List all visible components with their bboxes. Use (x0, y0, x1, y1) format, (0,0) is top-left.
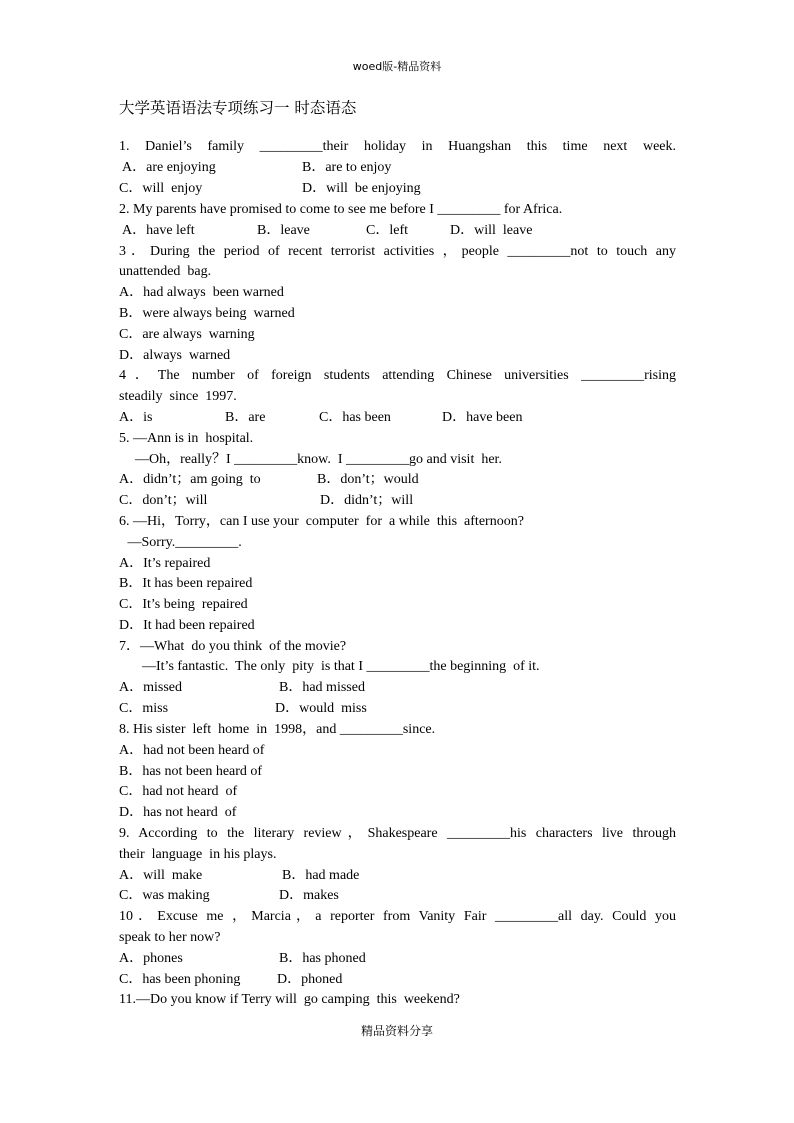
question-6-option-c: C．It’s being repaired (119, 597, 248, 612)
question-9-stem: 9. According to the literary review，Shakespeare _________his characters live through (119, 826, 676, 841)
question-6-stem-cont: —Sorry._________. (124, 535, 242, 550)
question-7-stem-cont: —It’s fantastic. The only pity is that I _________the beginning of it. (128, 659, 540, 674)
question-9-option-c: C．was making (119, 888, 210, 903)
question-6-option-a: A．It’s repaired (119, 556, 211, 571)
question-10-option-b: B．has phoned (279, 951, 366, 966)
question-1-option-c: C．will enjoy (119, 181, 203, 196)
question-9-option-d: D．makes (279, 888, 339, 903)
question-2-stem: 2. My parents have promised to come to see me before I _________ for Africa. (119, 202, 563, 217)
question-7-option-c: C．miss (119, 701, 169, 716)
question-10-option-d: D．phoned (277, 972, 343, 987)
question-2-option-a: A．have left (122, 223, 195, 238)
question-5-option-d: D．didn’t；will (320, 493, 414, 508)
question-1-option-a: A．are enjoying (122, 160, 216, 175)
question-2-option-b: B．leave (257, 223, 310, 238)
question-4-stem-cont: steadily since 1997. (119, 389, 237, 404)
question-3-option-c: C．are always warning (119, 327, 255, 342)
question-10-stem-cont: speak to her now? (119, 930, 221, 945)
question-8-option-c: C．had not heard of (119, 784, 238, 799)
question-4-stem: 4．The number of foreign students attending Chinese universities _________rising (119, 368, 676, 383)
question-9-option-a: A．will make (119, 868, 203, 883)
question-5-option-c: C．don’t；will (119, 493, 208, 508)
question-9-option-b: B．had made (282, 868, 360, 883)
question-3-stem: 3．During the period of recent terrorist activities ，people _________not to touch any (119, 244, 676, 259)
question-7-option-b: B．had missed (279, 680, 365, 695)
question-8-option-b: B．has not been heard of (119, 764, 263, 779)
page-header: woed版-精品资料 (352, 60, 442, 73)
question-4-option-c: C．has been (319, 410, 391, 425)
question-11-stem: 11.—Do you know if Terry will go camping this weekend? (119, 992, 460, 1007)
question-1-stem: 1. Daniel’s family _________their holiday in Huangshan this time next week. (119, 139, 676, 154)
question-10-stem: 10．Excuse me ，Marcia，a reporter from Vanity Fair _________all day. Could you (119, 909, 676, 924)
question-5-option-a: A．didn’t；am going to (119, 472, 261, 487)
page-title: 大学英语语法专项练习一 时态语态 (119, 99, 357, 117)
question-6-stem: 6. —Hi，Torry，can I use your computer for a while this afternoon? (119, 514, 524, 529)
question-7-option-a: A．missed (119, 680, 182, 695)
question-2-option-d: D．will leave (450, 223, 533, 238)
question-3-stem-cont: unattended bag. (119, 264, 212, 279)
question-10-option-a: A．phones (119, 951, 183, 966)
question-8-option-a: A．had not been heard of (119, 743, 265, 758)
question-6-option-d: D．It had been repaired (119, 618, 255, 633)
question-1-option-d: D．will be enjoying (302, 181, 421, 196)
question-10-option-c: C．has been phoning (119, 972, 241, 987)
question-4-option-a: A．is (119, 410, 153, 425)
question-4-option-b: B．are (225, 410, 266, 425)
question-7-option-d: D．would miss (275, 701, 367, 716)
question-3-option-a: A．had always been warned (119, 285, 284, 300)
question-8-stem: 8. His sister left home in 1998，and _________since. (119, 722, 436, 737)
question-3-option-d: D．always warned (119, 348, 231, 363)
question-6-option-b: B．It has been repaired (119, 576, 253, 591)
question-1-option-b: B．are to enjoy (302, 160, 392, 175)
question-2-option-c: C．left (366, 223, 408, 238)
question-8-option-d: D．has not heard of (119, 805, 237, 820)
page-footer: 精品资料分享 (360, 1024, 433, 1038)
question-5-stem: 5. —Ann is in hospital. (119, 431, 254, 446)
question-4-option-d: D．have been (442, 410, 523, 425)
question-7-stem: 7．—What do you think of the movie? (119, 639, 347, 654)
question-5-option-b: B．don’t；would (317, 472, 419, 487)
question-3-option-b: B．were always being warned (119, 306, 295, 321)
question-9-stem-cont: their language in his plays. (119, 847, 277, 862)
question-5-stem-cont: —Oh，really？I _________know. I _________go and visit her. (128, 452, 502, 467)
